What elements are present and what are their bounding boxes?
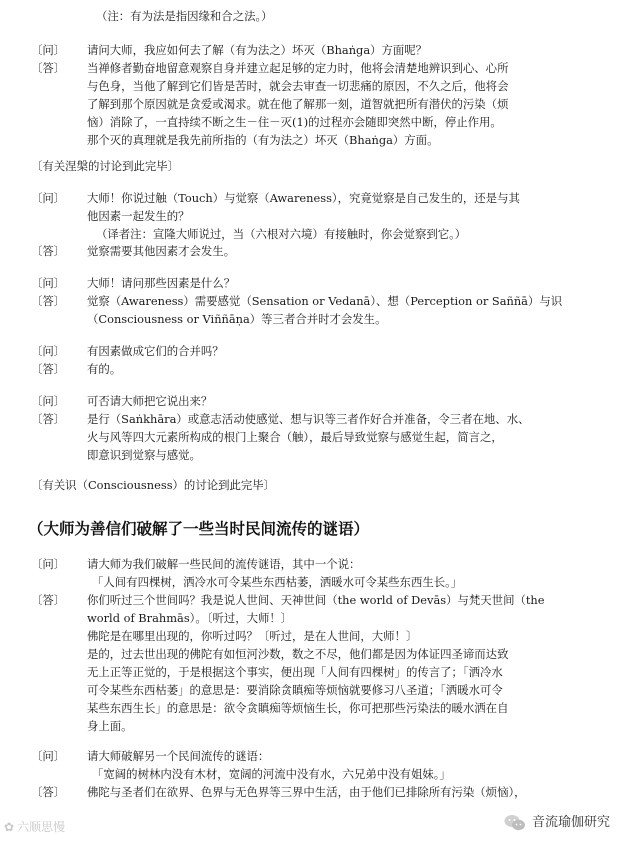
- text-line: 佛陀是在哪里出现的，你听过吗？〔听过，是在人世间，大师！〕: [87, 629, 418, 643]
- speaker-tag: 〔问〕: [31, 344, 66, 358]
- text-line: 可令某些东西枯萎」的意思是：要消除贪瞋痴等烦恼就要修习八圣道；「洒暖水可令: [87, 683, 503, 697]
- text-line: 火与风等四大元素所构成的根门上聚合（触），最后导致觉察与感觉生起，简言之，: [87, 430, 503, 444]
- text-line: world of Brahmās）。〔听过，大师！〕: [87, 611, 293, 625]
- text-line: （译者注：宣隆大师说过，当（六根对六境）有接触时，你会觉察到它。）: [96, 227, 467, 241]
- text-line: 觉察（Awareness）需要感觉（Sensation or Vedanā）、想（Perception or Saññā）与识: [87, 294, 563, 308]
- text-line: 那个灭的真理就是我先前所指的（有为法之）坏灭（Bhaṅga）方面。: [87, 133, 439, 147]
- speaker-tag: 〔答〕: [31, 412, 66, 426]
- speaker-tag: 〔有关涅槃的讨论到此完毕〕: [31, 159, 180, 173]
- text-line: 是的，过去世出现的佛陀有如恒河沙数，数之不尽，他们都是因为体证四圣谛而达致: [87, 647, 509, 661]
- wechat-icon: [504, 814, 526, 832]
- text-line: 觉察需要其他因素才会发生。: [87, 244, 236, 258]
- text-line: 他因素一起发生的？: [87, 209, 190, 223]
- text-line: 请问大师，我应如何去了解（有为法之）坏灭（Bhaṅga）方面呢？: [87, 43, 428, 57]
- text-line: 请大师破解另一个民间流传的谜语：: [87, 749, 270, 763]
- text-line: 有因素做成它们的合并吗？: [87, 344, 224, 358]
- text-line: 恼）消除了，一直持续不断之生－住－灭(1)的过程亦会随即突然中断，停止作用。: [87, 115, 502, 129]
- text-line: 有的。: [87, 362, 122, 376]
- text-line: 「宽阔的树林内没有木材，宽阔的河流中没有水，六兄弟中没有姐妹。」: [92, 767, 451, 781]
- text-line: 大师！请问那些因素是什么？: [87, 276, 236, 290]
- speaker-tag: 〔问〕: [31, 394, 66, 408]
- text-line: 了解到那个原因就是贪爱或渴求。就在他了解那一刻，道智就把所有潜伏的污染（烦: [87, 97, 509, 111]
- speaker-tag: 〔问〕: [31, 191, 66, 205]
- text-line: 请大师为我们破解一些民间的流传谜语，其中一个说：: [87, 557, 361, 571]
- text-line: 当禅修者勤奋地留意观察自身并建立起足够的定力时，他将会清楚地辨识到心、心所: [87, 61, 509, 75]
- speaker-tag: 〔有关识（Consciousness）的讨论到此完毕〕: [31, 478, 276, 492]
- text-line: 某些东西生长」的意思是：欲令贪瞋痴等烦恼生长，你可把那些污染法的暖水洒在自: [87, 701, 509, 715]
- watermark-logo-icon: ✿: [4, 819, 15, 834]
- text-line: 你们听过三个世间吗？我是说人世间、天神世间（the world of Devās）与梵天世间（the: [87, 593, 545, 607]
- text-line: （注：有为法是指因缘和合之法。）: [96, 9, 273, 23]
- speaker-tag: 〔答〕: [31, 593, 66, 607]
- text-line: 大师！你说过触（Touch）与觉察（Awareness），究竟觉察是自己发生的，还是与其: [87, 191, 520, 205]
- text-line: 可否请大师把它说出来？: [87, 394, 213, 408]
- speaker-tag: 〔答〕: [31, 244, 66, 258]
- speaker-tag: 〔答〕: [31, 61, 66, 75]
- text-line: 佛陀与圣者们在欲界、色界与无色界等三界中生活，由于他们已排除所有污染（烦恼），: [87, 785, 526, 799]
- text-line: 与色身，当他了解到它们皆是苦时，就会去审查一切悲痛的原因，不久之后，他将会: [87, 79, 509, 93]
- speaker-tag: 〔问〕: [31, 557, 66, 571]
- text-line: 「人间有四棵树，洒冷水可令某些东西枯萎，洒暖水可令某些东西生长。」: [92, 575, 463, 589]
- text-line: 身上面。: [87, 719, 133, 733]
- watermark: [4, 819, 65, 837]
- text-line: 是行（Saṅkhāra）或意志活动使感觉、想与识等三者作好合并准备，令三者在地、水、: [87, 412, 530, 426]
- speaker-tag: 〔答〕: [31, 785, 66, 799]
- text-line: 即意识到觉察与感觉。: [87, 448, 201, 462]
- speaker-tag: 〔问〕: [31, 276, 66, 290]
- watermark-text: 六顺思慢: [17, 819, 66, 834]
- text-line: 无上正等正觉的，于是根据这个事实，便出现「人间有四棵树」的传言了；「洒冷水: [87, 665, 503, 679]
- speaker-tag: 〔问〕: [31, 43, 66, 57]
- speaker-tag: 〔问〕: [31, 749, 66, 763]
- speaker-tag: 〔答〕: [31, 294, 66, 308]
- brand-name: 音流瑜伽研究: [531, 815, 610, 831]
- text-line: （Consciousness or Viññāṇa）等三者合并时才会发生。: [87, 312, 387, 326]
- section-heading: （大师为善信们破解了一些当时民间流传的谜语）: [28, 519, 370, 538]
- wechat-brand: [504, 814, 610, 832]
- speaker-tag: 〔答〕: [31, 362, 66, 376]
